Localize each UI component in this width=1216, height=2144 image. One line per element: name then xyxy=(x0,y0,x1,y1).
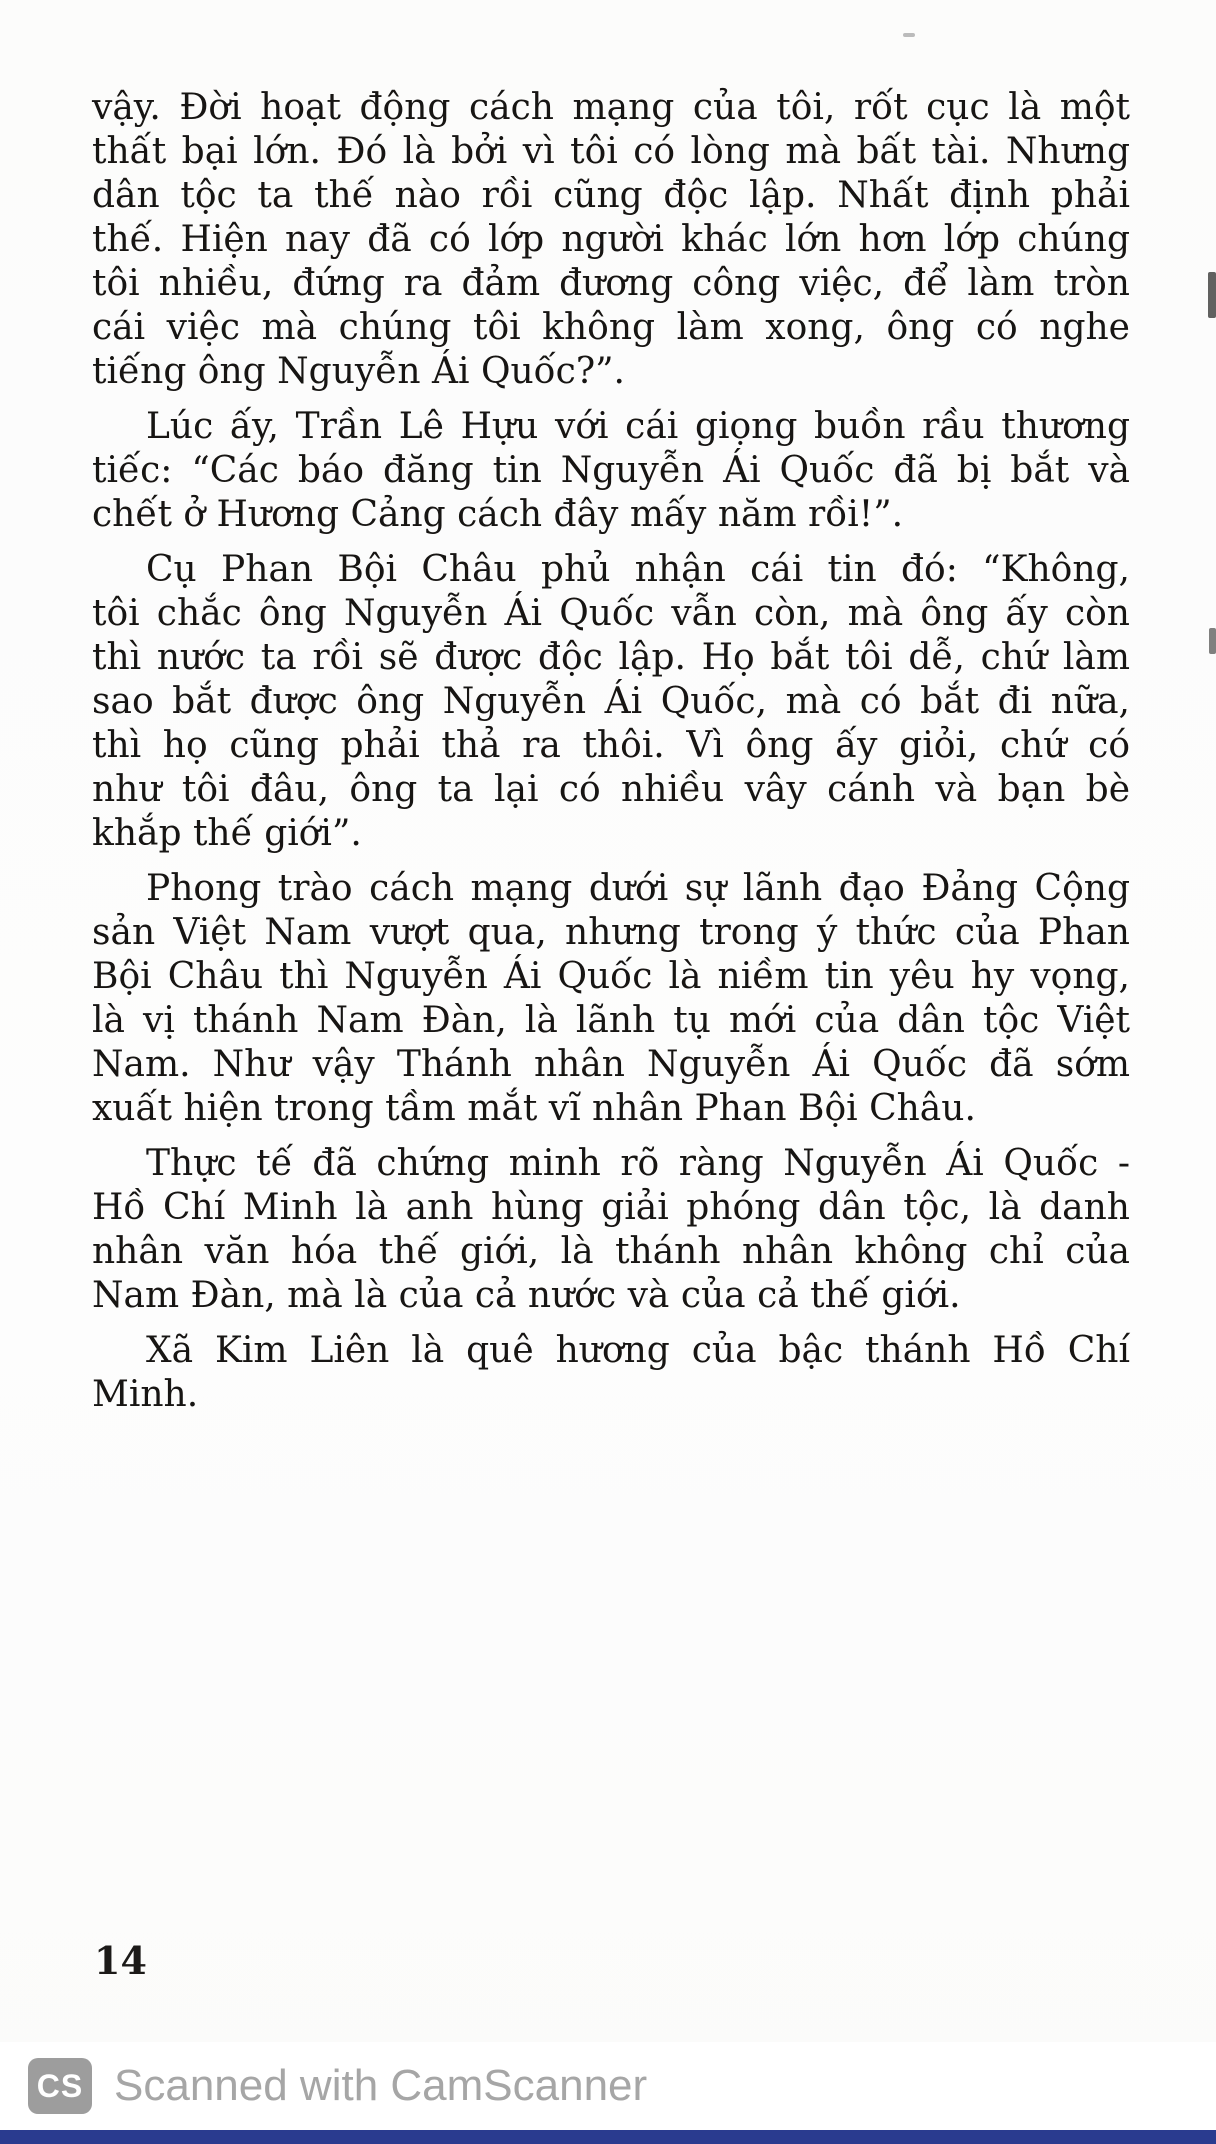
text-line: Phong trào cách mạng dưới sự lãnh đạo Đảng Cộng xyxy=(146,868,1130,909)
text-line: Xã Kim Liên là quê hương của bậc thánh Hồ Chí xyxy=(146,1330,1130,1371)
camscanner-blue-strip xyxy=(0,2130,1216,2144)
text-line: Nam Đàn, mà là của cả nước và của cả thế giới. xyxy=(92,1275,961,1316)
text-line: tiếc: “Các báo đăng tin Nguyễn Ái Quốc đã bị bắt và xyxy=(92,450,1130,491)
text-line: vậy. Đời hoạt động cách mạng của tôi, rốt cục là một xyxy=(92,87,1130,128)
page-text xyxy=(92,86,1130,1428)
text-line: như tôi đâu, ông ta lại có nhiều vây cánh và bạn bè xyxy=(92,769,1130,810)
camscanner-watermark-bar xyxy=(0,2042,1216,2130)
text-line: chết ở Hương Cảng cách đây mấy năm rồi!”. xyxy=(92,494,904,535)
text-line: sao bắt được ông Nguyễn Ái Quốc, mà có bắt đi nữa, xyxy=(92,681,1130,722)
page-number: 14 xyxy=(94,1938,147,1983)
text-line: thế. Hiện nay đã có lớp người khác lớn hơn lớp chúng xyxy=(92,219,1130,260)
scan-artifact xyxy=(903,33,915,37)
text-line: dân tộc ta thế nào rồi cũng độc lập. Nhất định phải xyxy=(92,175,1130,216)
paragraph xyxy=(92,86,1130,394)
paragraph xyxy=(92,867,1130,1131)
text-line: tôi chắc ông Nguyễn Ái Quốc vẫn còn, mà ông ấy còn xyxy=(92,593,1130,634)
scan-artifact xyxy=(1209,628,1216,654)
text-line: thì nước ta rồi sẽ được độc lập. Họ bắt tôi dễ, chứ làm xyxy=(92,637,1130,678)
text-line: Minh. xyxy=(92,1374,199,1415)
paragraph xyxy=(92,1142,1130,1318)
text-line: là vị thánh Nam Đàn, là lãnh tụ mới của dân tộc Việt xyxy=(92,1000,1130,1041)
text-line: thất bại lớn. Đó là bởi vì tôi có lòng mà bất tài. Nhưng xyxy=(92,131,1130,172)
text-line: tôi nhiều, đứng ra đảm đương công việc, để làm tròn xyxy=(92,263,1130,304)
text-line: Nam. Như vậy Thánh nhân Nguyễn Ái Quốc đã sớm xyxy=(92,1044,1130,1085)
text-line: xuất hiện trong tầm mắt vĩ nhân Phan Bội Châu. xyxy=(92,1088,976,1129)
text-line: Lúc ấy, Trần Lê Hựu với cái giọng buồn rầu thương xyxy=(146,406,1130,447)
text-line: Thực tế đã chứng minh rõ ràng Nguyễn Ái Quốc - xyxy=(146,1143,1130,1184)
scan-artifact xyxy=(1208,272,1216,318)
paragraph xyxy=(92,405,1130,537)
text-line: khắp thế giới”. xyxy=(92,813,362,854)
camscanner-logo-icon: CS xyxy=(28,2058,92,2114)
paragraph xyxy=(92,1329,1130,1417)
camscanner-watermark-text: Scanned with CamScanner xyxy=(114,2061,648,2110)
text-line: Cụ Phan Bội Châu phủ nhận cái tin đó: “Không, xyxy=(146,549,1130,590)
paragraph xyxy=(92,548,1130,856)
text-line: Bội Châu thì Nguyễn Ái Quốc là niềm tin yêu hy vọng, xyxy=(92,956,1130,997)
text-line: sản Việt Nam vượt qua, nhưng trong ý thức của Phan xyxy=(92,912,1130,953)
text-line: tiếng ông Nguyễn Ái Quốc?”. xyxy=(92,351,625,392)
text-line: thì họ cũng phải thả ra thôi. Vì ông ấy giỏi, chứ có xyxy=(92,725,1130,766)
text-line: cái việc mà chúng tôi không làm xong, ông có nghe xyxy=(92,307,1130,348)
text-line: Hồ Chí Minh là anh hùng giải phóng dân tộc, là danh xyxy=(92,1187,1130,1228)
text-line: nhân văn hóa thế giới, là thánh nhân không chỉ của xyxy=(92,1231,1130,1272)
